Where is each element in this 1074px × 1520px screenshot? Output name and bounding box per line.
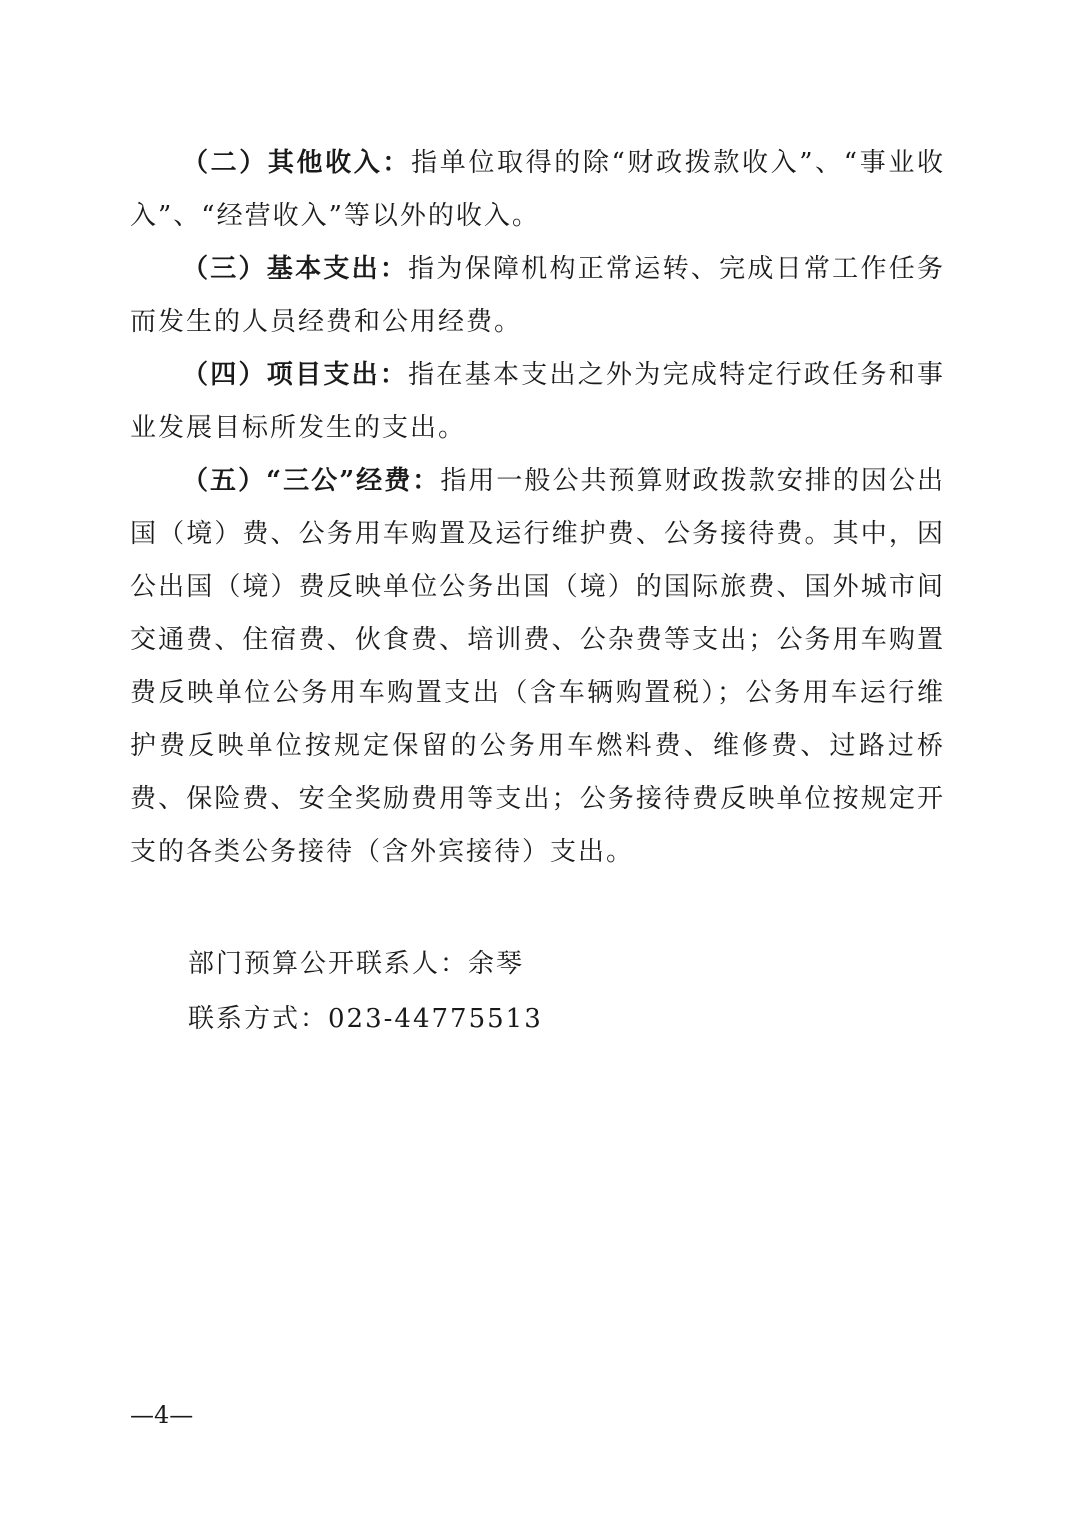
term-three-public-expenses: （五）“三公”经费：	[182, 466, 441, 496]
contact-block	[188, 937, 888, 1047]
definition-project-expenditure: 指在基本支出之外为完成特定行政任务和事业发展目标所发生的支出。	[130, 360, 945, 443]
paragraph-three-public-expenses	[130, 455, 945, 879]
term-project-expenditure: （四）项目支出：	[182, 360, 409, 390]
paragraph-other-income	[130, 137, 945, 243]
contact-person: 部门预算公开联系人：余琴	[188, 949, 525, 979]
definition-three-public-expenses: 指用一般公共预算财政拨款安排的因公出国（境）费、公务用车购置及运行维护费、公务接待费。其中，因公出国（境）费反映单位公务出国（境）的国际旅费、国外城市间交通费、住宿费、伙食费、培训费、公杂费等支出；公务用车购置费反映单位公务用车购置支出（含车辆购置税）；公务用车运行维护费反映单位按规定保留的公务用车燃料费、维修费、过路过桥费、保险费、安全奖励费用等支出；公务接待费反映单位按规定开支的各类公务接待（含外宾接待）支出。	[130, 466, 945, 867]
page-number: —4—	[130, 1401, 194, 1429]
definition-other-income: 指单位取得的除“财政拨款收入”、“事业收入”、“经营收入”等以外的收入。	[130, 148, 945, 231]
document-body	[130, 137, 945, 879]
paragraph-project-expenditure	[130, 349, 945, 455]
term-basic-expenditure: （三）基本支出：	[182, 254, 409, 284]
definition-basic-expenditure: 指为保障机构正常运转、完成日常工作任务而发生的人员经费和公用经费。	[130, 254, 945, 337]
term-other-income: （二）其他收入：	[182, 148, 412, 178]
paragraph-basic-expenditure	[130, 243, 945, 349]
contact-phone: 联系方式：023-44775513	[188, 1004, 543, 1034]
